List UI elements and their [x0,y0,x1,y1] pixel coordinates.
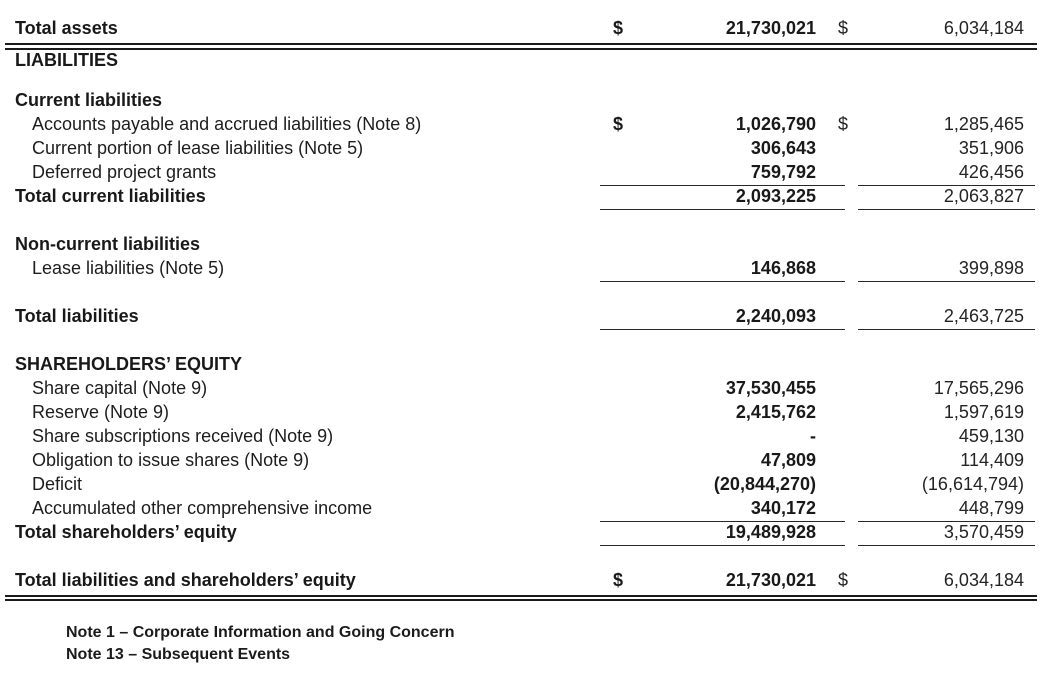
row-label: Reserve (Note 9) [32,401,170,422]
column-gap [845,474,858,498]
row-label: Total liabilities and shareholders’ equity [15,569,356,590]
section-spacer [0,546,1049,570]
value-column-2 [858,378,1035,402]
value-1: 47,809 [760,449,816,470]
value-column-1 [600,50,845,74]
statement-row [0,258,1049,282]
statement-row [0,498,1049,522]
value-column-1 [600,474,845,498]
row-label: Total assets [15,18,118,38]
value-column-2 [838,569,1035,594]
statement-row [0,570,1049,594]
section-spacer [0,282,1049,306]
value-column-2 [858,450,1035,474]
row-label: Total liabilities [15,305,139,326]
value-column-1 [600,90,845,114]
value-2: 448,799 [958,497,1024,518]
row-label: Accumulated other comprehensive income [32,497,373,518]
column-gap [845,522,858,546]
statement-row [0,114,1049,138]
statement-row [0,186,1049,210]
value-column-2 [858,186,1035,210]
column-gap [845,234,858,258]
value-2: 1,285,465 [943,113,1024,134]
notes-block [66,622,1049,666]
value-column-2 [858,50,1035,74]
value-column-2 [858,90,1035,114]
double-rule [5,595,1037,602]
row-label: Accounts payable and accrued liabilities (Note 8) [32,113,422,134]
column-gap [845,498,858,522]
column-gap [845,354,858,378]
column-gap [845,258,858,282]
row-label: LIABILITIES [15,49,118,70]
column-gap [845,90,858,114]
value-1: 21,730,021 [725,18,816,38]
value-column-2 [858,234,1035,258]
statement-row [0,378,1049,402]
value-2: 459,130 [958,425,1024,446]
value-2: 2,063,827 [943,185,1024,206]
row-label: SHAREHOLDERS’ EQUITY [15,353,243,374]
value-2: 3,570,459 [943,521,1024,542]
value-1: 19,489,928 [725,521,816,542]
column-gap [845,378,858,402]
value-1: 2,093,225 [735,185,816,206]
column-gap [845,426,858,450]
row-label: Total current liabilities [15,185,206,206]
value-1: 306,643 [750,137,816,158]
column-gap [845,138,858,162]
value-column-1 [600,570,845,594]
statement-row [0,306,1049,330]
value-column-1 [600,258,845,282]
value-column-1 [600,138,845,162]
value-1: 1,026,790 [735,113,816,134]
column-gap [845,162,858,186]
value-column-2 [858,426,1035,450]
statement-table [0,18,1049,601]
statement-row [0,50,1049,74]
value-column-2 [858,258,1035,282]
section-spacer [0,74,1049,90]
row-label: Current portion of lease liabilities (Note 5) [32,137,364,158]
statement-row [0,138,1049,162]
column-gap [845,186,858,210]
value-2: 399,898 [958,257,1024,278]
value-column-1 [600,18,845,42]
value-column-2 [858,474,1035,498]
value-column-1 [600,162,845,186]
value-column-2 [838,113,1035,138]
value-2: 114,409 [960,449,1024,470]
statement-row [0,426,1049,450]
value-column-1 [600,522,845,546]
value-column-1 [600,306,845,330]
value-column-2 [858,498,1035,522]
value-2: (16,614,794) [921,473,1024,494]
section-spacer [0,330,1049,354]
value-2: 6,034,184 [943,18,1024,38]
value-column-1 [600,378,845,402]
statement-row [0,90,1049,114]
row-label: Total shareholders’ equity [15,521,237,542]
row-label: Obligation to issue shares (Note 9) [32,449,310,470]
value-column-1 [600,234,845,258]
section-spacer [0,210,1049,234]
statement-row [0,162,1049,186]
value-2: 2,463,725 [943,305,1024,326]
row-label: Share capital (Note 9) [32,377,208,398]
value-column-1 [600,426,845,450]
currency-symbol-2: $ [838,569,849,590]
value-1: 340,172 [750,497,816,518]
currency-symbol-1: $ [613,569,624,590]
statement-row [0,522,1049,546]
value-column-2 [858,402,1035,426]
column-gap [845,50,858,74]
statement-row [0,354,1049,378]
currency-symbol-2: $ [838,113,849,134]
value-column-1 [600,402,845,426]
note-line: Note 1 – Corporate Information and Going Concern [66,624,455,641]
value-2: 17,565,296 [933,377,1024,398]
value-1: 146,868 [750,257,816,278]
statement-row [0,234,1049,258]
currency-symbol-2: $ [838,18,849,38]
value-column-1 [600,186,845,210]
value-1: (20,844,270) [713,473,816,494]
currency-symbol-1: $ [613,18,624,38]
value-column-2 [858,162,1035,186]
note-line: Note 13 – Subsequent Events [66,646,291,663]
value-column-1 [600,354,845,378]
row-label: Share subscriptions received (Note 9) [32,425,334,446]
column-gap [845,402,858,426]
value-column-2 [858,306,1035,330]
value-column-2 [858,522,1035,546]
value-1: 21,730,021 [725,569,816,590]
row-label: Lease liabilities (Note 5) [32,257,225,278]
currency-symbol-1: $ [613,113,624,134]
row-label: Deficit [32,473,83,494]
value-1: 2,415,762 [735,401,816,422]
value-1: 37,530,455 [725,377,816,398]
statement-row [0,450,1049,474]
row-label: Deferred project grants [32,161,217,182]
value-1: - [810,425,816,446]
value-2: 6,034,184 [943,569,1024,590]
column-gap [845,306,858,330]
value-2: 351,906 [958,137,1024,158]
value-2: 1,597,619 [943,401,1024,422]
row-label: Current liabilities [15,89,163,110]
value-column-1 [600,450,845,474]
value-1: 759,792 [750,161,816,182]
value-2: 426,456 [958,161,1024,182]
value-column-2 [858,138,1035,162]
value-column-1 [600,114,845,138]
row-label: Non-current liabilities [15,233,201,254]
statement-row [0,402,1049,426]
value-column-1 [600,498,845,522]
value-1: 2,240,093 [735,305,816,326]
value-column-2 [838,18,1035,42]
statement-row [0,18,1049,42]
statement-row [0,474,1049,498]
column-gap [845,450,858,474]
value-column-2 [858,354,1035,378]
